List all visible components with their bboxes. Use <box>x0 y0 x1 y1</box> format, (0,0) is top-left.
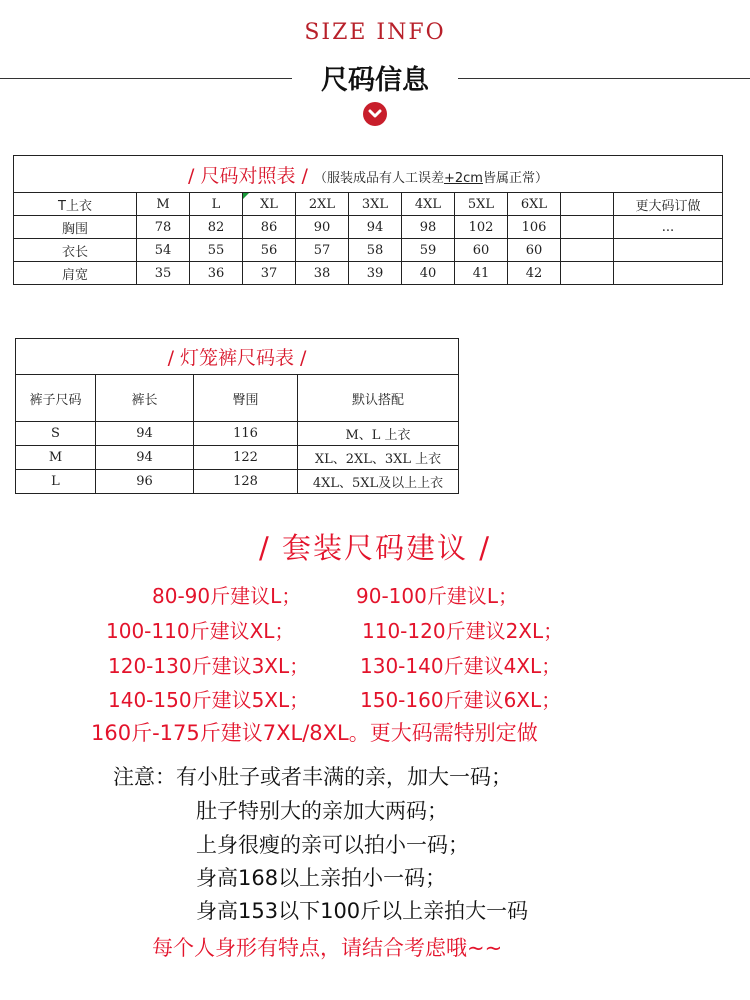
table-cell: S <box>16 422 96 446</box>
table-cell: 5XL <box>455 193 508 216</box>
suit-line: 130-140斤建议4XL； <box>360 654 562 678</box>
cell-marker <box>243 193 249 199</box>
note-footer: 每个人身形有特点，请结合考虑哦~~ <box>152 936 503 960</box>
table-cell: 128 <box>194 470 298 494</box>
table-cell: 6XL <box>508 193 561 216</box>
table-cell: 57 <box>296 239 349 262</box>
suit-line: 80-90斤建议L； <box>152 584 302 608</box>
table-cell: M、L 上衣 <box>298 422 459 446</box>
suit-line: 140-150斤建议5XL； <box>108 688 310 712</box>
table-cell: 102 <box>455 216 508 239</box>
table-cell: 39 <box>349 262 402 285</box>
table-cell: 116 <box>194 422 298 446</box>
table-cell: 82 <box>190 216 243 239</box>
table-row <box>14 239 723 262</box>
table-cell: 胸围 <box>14 216 137 239</box>
table-cell: 3XL <box>349 193 402 216</box>
table-cell: 98 <box>402 216 455 239</box>
header-title-cn: 尺码信息 <box>321 65 429 96</box>
table-cell: 2XL <box>296 193 349 216</box>
table-cell: 臀围 <box>194 375 298 422</box>
table-cell: 60 <box>508 239 561 262</box>
table-cell <box>561 262 614 285</box>
suit-line: 100-110斤建议XL； <box>106 619 295 643</box>
shirt-size-table <box>13 155 723 285</box>
table-row <box>14 216 723 239</box>
header-title-en: SIZE INFO <box>304 20 446 45</box>
shirt-table-title: / 尺码对照表 / <box>188 164 308 187</box>
pants-table-title: / 灯笼裤尺码表 / <box>16 339 459 375</box>
table-cell: 59 <box>402 239 455 262</box>
table-cell: 4XL、5XL及以上上衣 <box>298 470 459 494</box>
table-cell: 裤子尺码 <box>16 375 96 422</box>
table-cell: 78 <box>137 216 190 239</box>
table-cell: 35 <box>137 262 190 285</box>
table-cell: 55 <box>190 239 243 262</box>
table-cell: 90 <box>296 216 349 239</box>
chevron-down-icon <box>363 102 387 126</box>
table-cell: 41 <box>455 262 508 285</box>
table-cell: 60 <box>455 239 508 262</box>
table-cell: 42 <box>508 262 561 285</box>
note-line: 注意：有小肚子或者丰满的亲，加大一码； <box>113 765 512 789</box>
table-cell: 4XL <box>402 193 455 216</box>
suit-line: 90-100斤建议L； <box>356 584 518 608</box>
note-line: 身高168以上亲拍小一码； <box>196 866 447 890</box>
table-cell: 94 <box>349 216 402 239</box>
table-row <box>16 446 459 470</box>
pants-header-row <box>16 375 459 422</box>
table-cell: ... <box>614 216 723 239</box>
table-cell: 默认搭配 <box>298 375 459 422</box>
table-cell <box>614 239 723 262</box>
shirt-table-note: （服装成品有人工误差+2cm皆属正常） <box>313 170 548 186</box>
table-cell: M <box>16 446 96 470</box>
suit-line: 150-160斤建议6XL； <box>360 688 562 712</box>
suit-size-title: / 套装尺码建议 / <box>259 531 491 565</box>
table-cell: 裤长 <box>96 375 194 422</box>
table-cell: 37 <box>243 262 296 285</box>
table-cell: 122 <box>194 446 298 470</box>
table-cell <box>561 216 614 239</box>
table-row <box>14 262 723 285</box>
table-cell: 106 <box>508 216 561 239</box>
table-cell: 36 <box>190 262 243 285</box>
table-cell <box>561 239 614 262</box>
table-row <box>16 422 459 446</box>
table-cell: 38 <box>296 262 349 285</box>
table-cell: L <box>16 470 96 494</box>
table-cell: 94 <box>96 422 194 446</box>
table-cell <box>614 262 723 285</box>
table-cell: 肩宽 <box>14 262 137 285</box>
table-cell: XL <box>243 193 296 216</box>
table-cell: 56 <box>243 239 296 262</box>
table-cell <box>561 193 614 216</box>
table-cell: 86 <box>243 216 296 239</box>
pants-size-table <box>15 338 459 494</box>
shirt-header-row <box>14 193 723 216</box>
table-cell: 54 <box>137 239 190 262</box>
shirt-table-caption <box>14 156 723 193</box>
table-cell: 96 <box>96 470 194 494</box>
note-line: 上身很瘦的亲可以拍小一码； <box>196 833 469 857</box>
table-cell: 衣长 <box>14 239 137 262</box>
suit-line: 110-120斤建议2XL； <box>362 619 564 643</box>
note-line: 身高153以下100斤以上亲拍大一码 <box>196 899 529 923</box>
table-row <box>16 470 459 494</box>
table-cell: T上衣 <box>14 193 137 216</box>
note-line: 肚子特别大的亲加大两码； <box>196 799 448 823</box>
table-cell: L <box>190 193 243 216</box>
suit-line: 120-130斤建议3XL； <box>108 654 310 678</box>
table-cell: XL、2XL、3XL 上衣 <box>298 446 459 470</box>
table-cell: 更大码订做 <box>614 193 723 216</box>
table-cell: 40 <box>402 262 455 285</box>
suit-line-last: 160斤-175斤建议7XL/8XL。更大码需特别定做 <box>91 721 538 745</box>
table-cell: M <box>137 193 190 216</box>
table-cell: 58 <box>349 239 402 262</box>
table-cell: 94 <box>96 446 194 470</box>
